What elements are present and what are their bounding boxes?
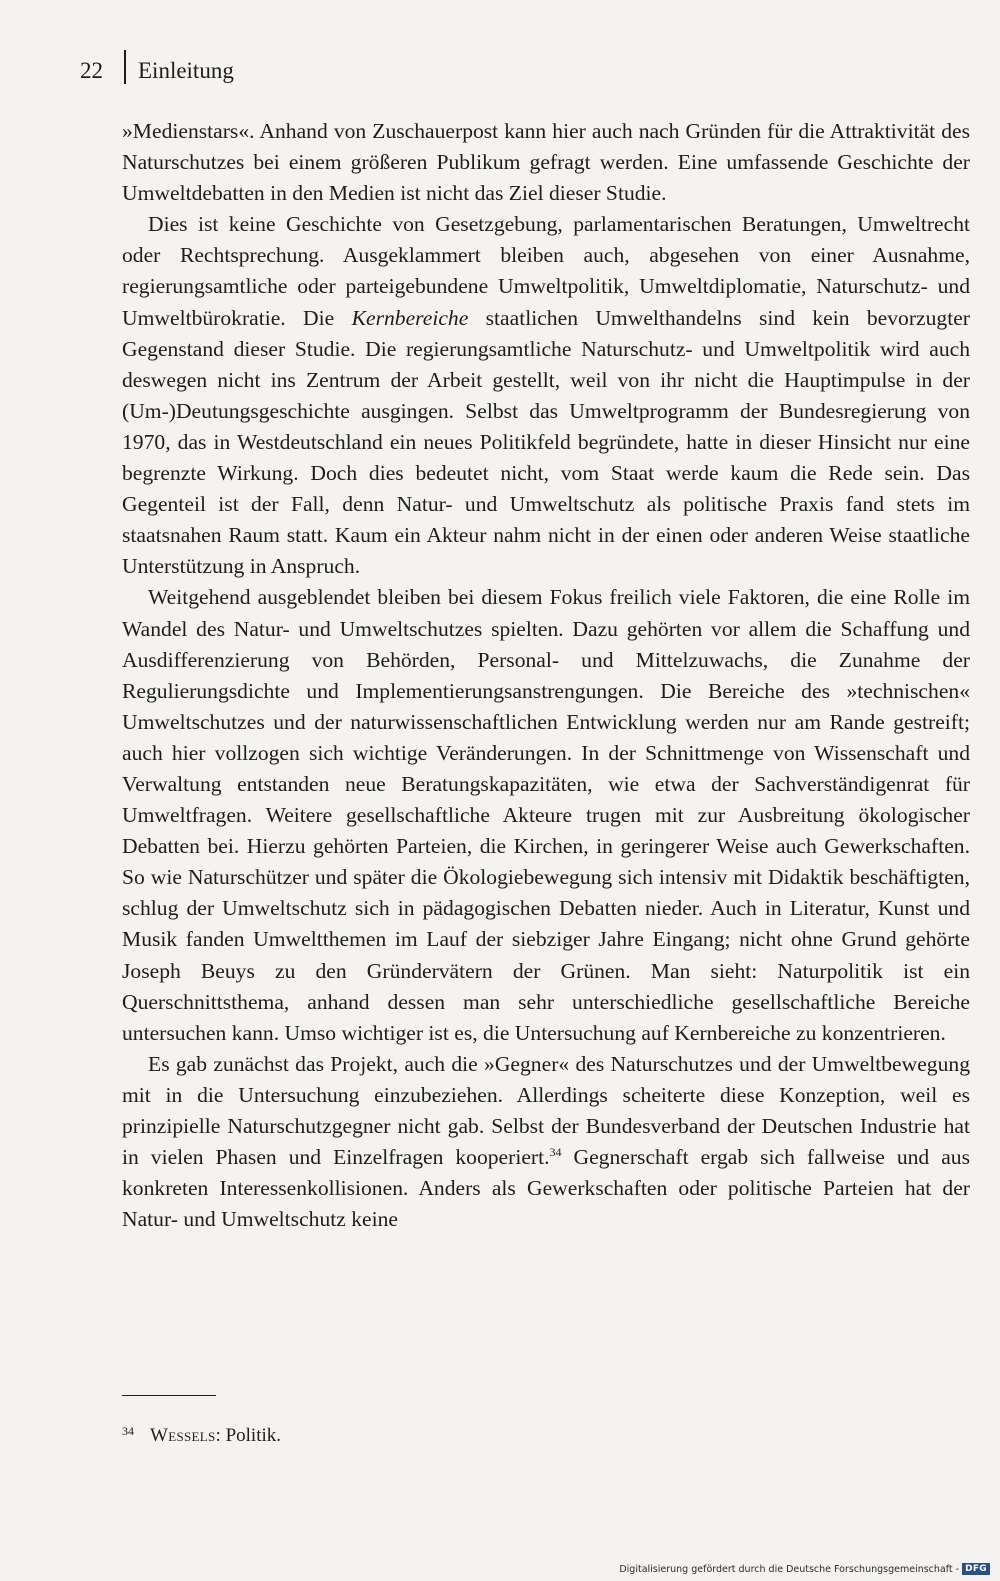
body-text (122, 116, 970, 1235)
paragraph-text: »Medienstars«. Anhand von Zuschauerpost kann hier auch nach Gründen für die Attraktivität des Naturschutzes bei einem größeren Publikum gefragt werden. Eine umfassende Geschichte der Umweltdebatten in den Medien ist nicht das Ziel dieser Studie. (122, 119, 970, 206)
footnote-text: : Politik. (215, 1425, 282, 1446)
paragraph-text: Dies ist keine Geschichte von Gesetzgebung, parlamentarischen Beratungen, Umweltrecht oder Rechtsprechung. Ausgeklammert bleiben auch, abgesehen von einer Ausnahme, regierungsamtliche oder parteigebundene Umweltpolitik, Umweltdiplomatie, Naturschutz- und Umweltbürokratie. Die (122, 212, 970, 330)
paragraph-3 (122, 582, 970, 1048)
running-header (80, 54, 234, 88)
page-number: 22 (80, 58, 103, 83)
paragraph-text: staatlichen Umwelthandelns sind kein bevorzugter Gegenstand dieser Studie. Die regierungsamtliche Naturschutz- und Umweltpolitik wird auch deswegen nicht ins Zentrum der Arbeit gestellt, weil von ihr nicht die Hauptimpulse in der (Um-)Deutungsgeschichte ausgingen. Selbst das Umweltprogramm der Bundesregierung von 1970, das in Westdeutschland ein neues Politikfeld begründete, hatte in dieser Hinsicht nur eine begrenzte Wirkung. Doch dies bedeutet nicht, vom Staat werde kaum die Rede sein. Das Gegenteil ist der Fall, denn Natur- und Umweltschutz als politische Praxis fand stets im staatsnahen Raum statt. Kaum ein Akteur nahm nicht in der einen oder anderen Weise staatliche Unterstützung in Anspruch. (122, 305, 970, 579)
footer-credit: Digitalisierung gefördert durch die Deutsche Forschungsgemeinschaft - (619, 1563, 960, 1575)
footnote-author: Wessels (150, 1425, 216, 1446)
footnote (122, 1419, 281, 1448)
paragraph-1 (122, 116, 970, 209)
paragraph-2 (122, 209, 970, 582)
paragraph-text: Weitgehend ausgeblendet bleiben bei diesem Fokus freilich viele Faktoren, die eine Rolle im Wandel des Natur- und Umweltschutzes spielten. Dazu gehörten vor allem die Schaffung und Ausdifferenzierung von Behörden, Personal- und Mittelzuwachs, die Zunahme der Regulierungsdichte und Implementierungsanstrengungen. Die Bereiche des »technischen« Umweltschutzes und der naturwissenschaftlichen Entwicklung werden nur am Rande gestreift; auch hier vollzogen sich wichtige Veränderungen. In der Schnittmenge von Wissenschaft und Verwaltung entstanden neue Beratungskapazitäten, wie etwa der Sachverständigenrat für Umweltfragen. Weitere gesellschaftliche Akteure trugen mit zur Ausbreitung ökologischer Debatten bei. Hierzu gehörten Parteien, die Kirchen, in geringerer Weise auch Gewerkschaften. So wie Naturschützer und später die Ökologiebewegung sich intensiv mit Didaktik beschäftigten, schlug der Umweltschutz sich in pädagogischen Debatten nieder. Auch in Literatur, Kunst und Musik fanden Umweltthemen im Lauf der siebziger Jahre Eingang; nicht ohne Grund gehörte Joseph Beuys zu den Gründervätern der Grünen. Man sieht: Naturpolitik ist ein Querschnittsthema, anhand dessen man sehr unterschiedliche gesellschaftliche Bereiche untersuchen kann. Umso wichtiger ist es, die Untersuchung auf Kernbereiche zu konzentrieren. (122, 585, 970, 1045)
running-title: Einleitung (138, 58, 234, 83)
footnote-reference: 34 (549, 1145, 562, 1160)
paragraph-text: Es gab zunächst das Projekt, auch die »Gegner« des Naturschutzes und der Umweltbewegung mit in die Untersuchung einzubeziehen. Allerdings scheiterte diese Konzeption, weil es prinzipielle Naturschutzgegner nicht gab. Selbst der Bundesverband der Deutschen Industrie hat in vielen Phasen und Einzelfragen kooperiert. (122, 1051, 970, 1170)
paragraph-text: Gegnerschaft ergab sich fallweise und aus konkreten Interessenkollisionen. Anders als Gewerkschaften oder politische Parteien hat der Natur- und Umweltschutz keine (122, 1145, 970, 1232)
footnote-divider (122, 1395, 216, 1396)
header-divider (124, 50, 126, 84)
dfg-logo: DFG (962, 1563, 990, 1575)
footnote-number: 34 (122, 1424, 134, 1438)
paragraph-4 (122, 1049, 970, 1236)
digitization-footer (619, 1563, 990, 1575)
emphasis-kernbereiche: Kernbereiche (351, 305, 469, 330)
